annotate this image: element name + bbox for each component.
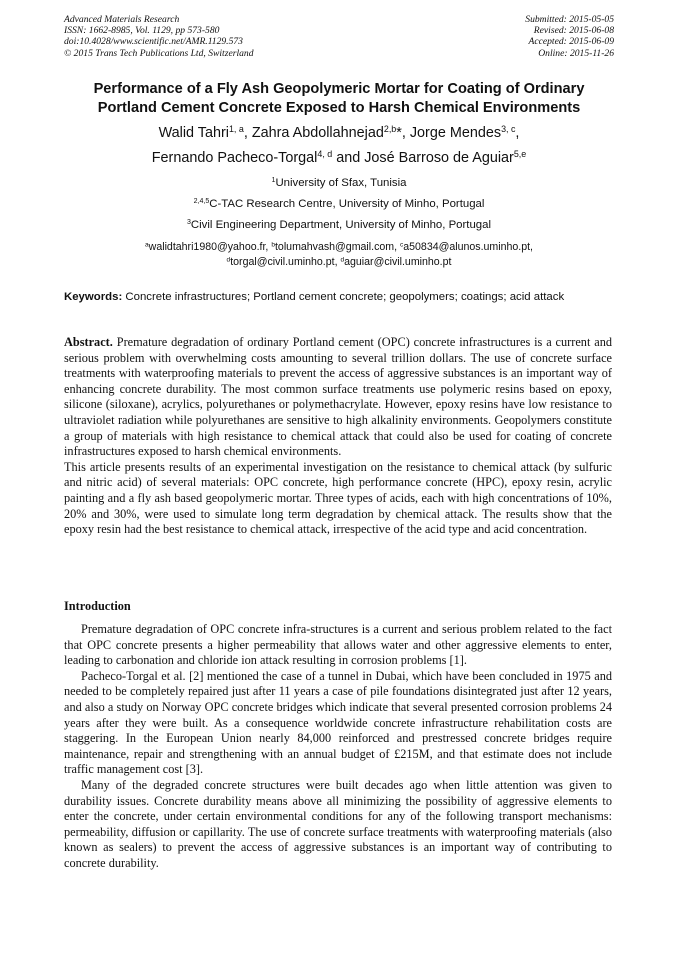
email-sup: b — [271, 241, 275, 249]
journal-doi: doi:10.4028/www.scientific.net/AMR.1129.573 — [64, 36, 243, 48]
author-sup: 3, c — [501, 124, 516, 135]
separator: , — [401, 125, 410, 141]
date-online: Online: 2015-11-26 — [538, 47, 614, 59]
abstract-label: Abstract. — [64, 335, 113, 349]
author-name: Jorge Mendes — [409, 125, 502, 141]
affiliation-text: University of Sfax, Tunisia — [275, 177, 407, 189]
paragraph: Pacheco-Torgal et al. [2] mentioned the case of a tunnel in Dubai, which have been concluded in 1975 and needed to be completely repaired just after 11 years a case of pile foundations disintegrated just after 12 years, and also a study on Norway OPC concrete bridges which indicate that several presented corrosion problems 24 years after they were built. As a consequence worldwide concrete infrastructure rehabilitation costs are staggering. In the European Union nearly 84,000 reinforced and prestressed concrete bridges require maintenance, repair and strengthening with an annual budget of £215M, and that estimate does not include traffic management cost [3]. — [64, 668, 612, 777]
email: walidtahri1980@yahoo.fr, — [148, 241, 272, 253]
emails-line-1 — [30, 240, 648, 254]
author-sup: 5,e — [513, 149, 527, 160]
affiliation-3 — [30, 218, 648, 232]
keywords-text: Concrete infrastructures; Portland cement concrete; geopolymers; coatings; acid attack — [122, 291, 565, 303]
author-sup: 2,b — [383, 124, 397, 135]
author-name: Walid Tahri — [158, 125, 229, 141]
affiliation-text: C-TAC Research Centre, University of Minho, Portugal — [209, 198, 485, 210]
journal-copyright: © 2015 Trans Tech Publications Ltd, Switzerland — [64, 47, 254, 59]
paragraph: Premature degradation of OPC concrete infra-structures is a current and serious problem related to the fact that OPC concrete presents a higher permeability that allows water and other aggressive elements to enter, leading to carbonation and chloride ion attack resulting in corrosion problems [1]. — [64, 622, 612, 668]
authors-line-2 — [30, 149, 648, 167]
title-line-1: Performance of a Fly Ash Geopolymeric Mortar for Coating of Ordinary — [93, 81, 585, 97]
keywords — [64, 291, 612, 305]
affiliation-sup: 2,4,5 — [193, 198, 210, 206]
corresponding-star: * — [396, 125, 402, 141]
author-name: José Barroso de Aguiar — [364, 150, 514, 166]
keywords-label: Keywords: — [64, 291, 123, 303]
email: torgal@civil.uminho.pt, — [230, 256, 341, 268]
separator: , — [243, 125, 252, 141]
email: aguiar@civil.uminho.pt — [344, 256, 452, 268]
publication-dates — [525, 14, 614, 59]
author-name: Zahra Abdollahnejad — [251, 125, 384, 141]
date-revised: Revised: 2015-06-08 — [533, 25, 614, 37]
affiliation-sup: 3 — [186, 219, 191, 227]
section-heading: Introduction — [64, 599, 131, 613]
separator: , — [515, 125, 520, 141]
abstract — [64, 335, 612, 538]
abstract-paragraph-1 — [64, 335, 612, 460]
author-sup: 1, a — [228, 124, 244, 135]
affiliation-2 — [30, 197, 648, 211]
paper-title — [40, 80, 638, 118]
abstract-paragraph-2: This article presents results of an experimental investigation on the resistance to chemical attack (by sulfuric and nitric acid) of several materials: OPC concrete, high performance concrete (HPC), epoxy resin, acrylic painting and a fly ash based geopolymeric mortar. Three types of acids, each with high concentrations of 10%, 20% and 30%, were used to simulate long term degradation by chemical attack. The results show that the epoxy resin had the best resistance to chemical attack, irrespective of the acid type and acid concentration. — [64, 459, 612, 537]
authors-line-1 — [30, 124, 648, 142]
email: tolumahvash@gmail.com, — [274, 241, 400, 253]
separator: and — [332, 150, 365, 166]
affiliation-sup: 1 — [271, 177, 276, 185]
email: a50834@alunos.uminho.pt, — [403, 241, 533, 253]
author-name: Fernando Pacheco-Torgal — [151, 150, 318, 166]
date-accepted: Accepted: 2015-06-09 — [528, 36, 614, 48]
email-sup: d — [226, 256, 231, 264]
paragraph: Many of the degraded concrete structures were built decades ago when little attention was given to durability issues. Concrete durability means above all minimizing the possibility of aggressive elements to enter the concrete, under certain environmental conditions for any of the following transport mechanisms: permeability, diffusion or capillarity. The use of concrete surface treatments with waterproofing materials (also known as sealers) to prevent the access of aggressive substances is an important way of contributing to concrete durability. — [64, 777, 612, 870]
journal-issn: ISSN: 1662-8985, Vol. 1129, pp 573-580 — [64, 25, 220, 37]
author-sup: 4, d — [317, 149, 333, 160]
affiliation-1 — [30, 176, 648, 190]
affiliation-text: Civil Engineering Department, University of Minho, Portugal — [190, 219, 491, 231]
title-line-2: Portland Cement Concrete Exposed to Harsh Chemical Environments — [97, 100, 581, 116]
journal-name: Advanced Materials Research — [64, 14, 180, 25]
email-sup: a — [145, 241, 149, 249]
date-submitted: Submitted: 2015-05-05 — [525, 14, 614, 25]
journal-info — [64, 14, 254, 59]
email-sup: d — [340, 256, 345, 264]
emails-line-2 — [30, 255, 648, 269]
introduction-body — [64, 622, 612, 872]
abstract-text: Premature degradation of ordinary Portland cement (OPC) concrete infrastructures is a current and serious problem with overwhelming costs amounting to several trillion dollars. The use of concrete surface treatments with waterproofing materials to prevent the access of aggressive substances is an important way of enhancing concrete durability. The most common surface treatments use polymeric resins based on epoxy, silicone (siloxane), acrylics, polyurethanes or polymethacrylate. However, epoxy resins have low resistance to ultraviolet radiation while polyurethanes are sensitive to high alkalinity environments. Geopolymers constitute a group of materials with high resistance to chemical attack that could also be used for coating of concrete infrastructures exposed to harsh chemical environments. — [64, 335, 612, 459]
email-sup: c — [399, 241, 404, 249]
